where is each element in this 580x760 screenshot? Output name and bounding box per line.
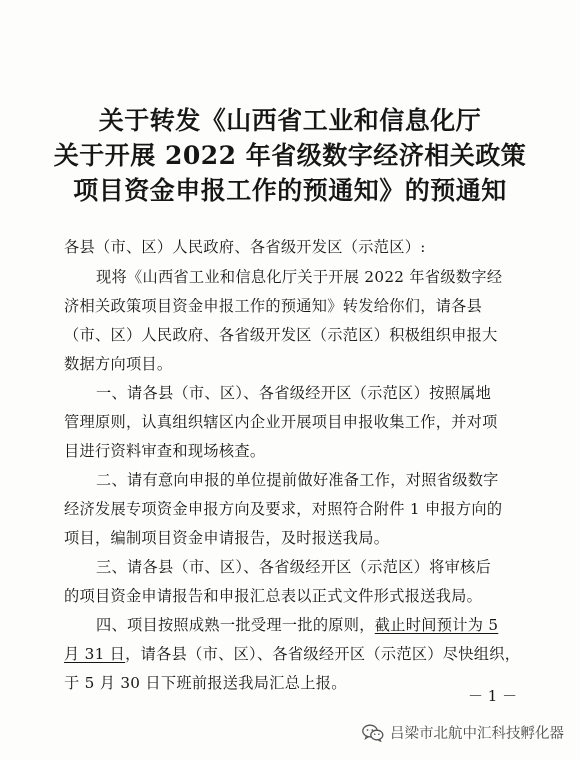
document-title-line-2: 关于开展 2022 年省级数字经济相关政策 [53, 141, 527, 170]
item-3-line-2: 的项目资金申请报告和申报汇总表以正式文件形式报送我局。 [64, 587, 483, 605]
page-number: － 1 － [468, 687, 518, 705]
intro-line-3: （市、区）人民政府、各省级开发区（示范区）积极组织申报大 [64, 326, 498, 344]
item-1-line-3: 目进行资料审查和现场核查。 [64, 442, 266, 460]
salutation: 各县（市、区）人民政府、各省级开发区（示范区）: [64, 238, 426, 256]
item-3-line-1: 三、请各县（市、区）、各省级经开区（示范区）将审核后 [96, 558, 492, 576]
item-2-line-2: 经济发展专项资金申报方向及要求，对照符合附件 1 申报方向的 [64, 500, 503, 518]
document-title-line-1: 关于转发《山西省工业和信息化厅 [98, 106, 482, 135]
item-1-line-2: 管理原则，认真组织辖区内企业开展项目申报收集工作，并对项 [64, 413, 498, 431]
watermark-text: 吕梁市北航中汇科技孵化器 [390, 726, 564, 742]
intro-line-1: 现将《山西省工业和信息化厅关于开展 2022 年省级数字经 [96, 268, 503, 286]
item-4-line-2-text: ，请各县（市、区）、各省级经开区（示范区）尽快组织， [125, 645, 521, 663]
watermark [362, 722, 564, 743]
item-2-line-1: 二、请有意向申报的单位提前做好准备工作，对照省级数字 [96, 471, 499, 489]
document-title-line-3: 项目资金申报工作的预通知》的预通知 [73, 176, 507, 205]
intro-line-2: 济相关政策项目资金申报工作的预通知》转发给你们，请各县 [64, 297, 483, 315]
item-4-line-1-text: 四、项目按照成熟一批受理一批的原则， [96, 616, 375, 634]
item-4-line-1 [96, 614, 498, 636]
item-4-line-2 [64, 643, 520, 665]
intro-line-4: 数据方向项目。 [64, 355, 173, 373]
item-4-line-3: 于 5 月 30 日下班前报送我局汇总上报。 [64, 674, 347, 692]
item-2-line-3: 项目，编制项目资金申请报告，及时报送我局。 [64, 529, 390, 547]
wechat-icon [362, 724, 384, 742]
deadline-date-underlined: 月 31 日 [64, 645, 126, 663]
item-1-line-1: 一、请各县（市、区）、各省级经开区（示范区）按照属地 [96, 384, 492, 402]
deadline-underlined-text: 截止时间预计为 5 [374, 616, 499, 634]
